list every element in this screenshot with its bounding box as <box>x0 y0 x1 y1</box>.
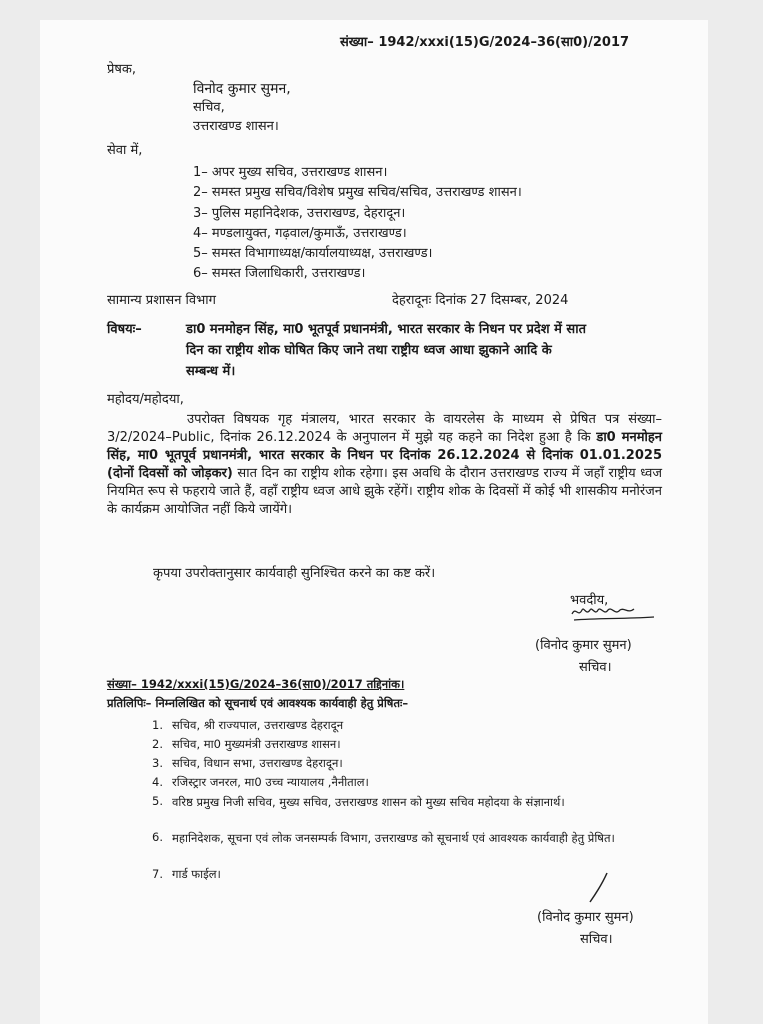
sender-designation: सचिव, <box>193 100 225 115</box>
sender-name: विनोद कुमार सुमन, <box>193 81 291 97</box>
subject-line: दिन का राष्ट्रीय शोक घोषित किए जाने तथा राष्ट्रीय ध्वज आधा झुकाने आदि के <box>186 343 552 358</box>
reference-number: संख्या– 1942/xxxi(15)G/2024–36(सा0)/2017 <box>340 35 630 50</box>
signer-designation: सचिव। <box>579 660 612 675</box>
body-paragraph <box>107 411 662 519</box>
paragraph-text: उपरोक्त विषयक गृह मंत्रालय, भारत सरकार के वायरलेस के माध्यम से प्रेषित पत्र संख्या–3/2/2024–Public, दिनांक 26.12.2024 के अनुपालन में मुझे यह कहने का निदेश हुआ है कि <box>107 412 662 445</box>
recipient-item: 2– समस्त प्रमुख सचिव/विशेष प्रमुख सचिव/सचिव, उत्तराखण्ड शासन। <box>193 185 522 200</box>
signature <box>568 600 658 624</box>
copy-item-text: रजिस्ट्रार जनरल, मा0 उच्च न्यायालय ,नैनीताल। <box>172 775 369 789</box>
recipients-label: सेवा में, <box>107 143 143 158</box>
subject-line: सम्बन्ध में। <box>186 364 236 379</box>
sender-org: उत्तराखण्ड शासन। <box>193 119 279 134</box>
recipient-item: 3– पुलिस महानिदेशक, उत्तराखण्ड, देहरादून। <box>193 206 406 221</box>
copy-item-number: 6. <box>152 830 163 844</box>
initial-signature <box>585 870 615 906</box>
copy-signer-name: (विनोद कुमार सुमन) <box>537 910 634 925</box>
recipient-item: 1– अपर मुख्य सचिव, उत्तराखण्ड शासन। <box>193 165 388 180</box>
copy-item-text: सचिव, मा0 मुख्यमंत्री उत्तराखण्ड शासन। <box>172 737 341 751</box>
paragraph-text: सात दिन का राष्ट्रीय शोक रहेगा। इस अवधि के दौरान उत्तराखण्ड राज्य में जहाँ राष्ट्रीय ध्वज नियमित रूप से फहराये जाते हैं, वहाँ राष्ट्रीय ध्वज आधे झुके रहेंगें। राष्ट्रीय शोक के दिवसों में कोई भी शासकीय मनोरंजन के कार्यक्रम आयोजित नहीं किये जायेंगे। <box>107 466 663 517</box>
recipient-item: 6– समस्त जिलाधिकारी, उत्तराखण्ड। <box>193 266 366 281</box>
subject-line: डा0 मनमोहन सिंह, मा0 भूतपूर्व प्रधानमंत्री, भारत सरकार के निधन पर प्रदेश में सात <box>186 322 586 337</box>
copy-item-number: 7. <box>152 867 163 881</box>
copy-item-text: गार्ड फाईल। <box>172 867 221 881</box>
closing: भवदीय, <box>570 593 609 608</box>
recipient-item: 4– मण्डलायुक्त, गढ़वाल/कुमाऊँ, उत्तराखण्ड। <box>193 226 407 241</box>
subject-label: विषयः– <box>107 322 142 337</box>
copy-item-text: महानिदेशक, सूचना एवं लोक जनसम्पर्क विभाग, उत्तराखण्ड को सूचनार्थ एवं आवश्यक कार्यवाही हेतु प्रेषित। <box>172 831 615 845</box>
copy-reference: संख्या– 1942/xxxi(15)G/2024–36(सा0)/2017 तद्दिनांक। <box>107 677 405 691</box>
department: सामान्य प्रशासन विभाग <box>107 293 216 308</box>
copy-item-number: 2. <box>152 737 163 751</box>
signer-name: (विनोद कुमार सुमन) <box>535 638 632 653</box>
recipient-item: 5– समस्त विभागाध्यक्ष/कार्यालयाध्यक्ष, उत्तराखण्ड। <box>193 246 433 261</box>
sender-label: प्रेषक, <box>107 62 137 77</box>
copy-intro: प्रतिलिपिः– निम्नलिखित को सूचनार्थ एवं आवश्यक कार्यवाही हेतु प्रेषितः– <box>107 696 409 710</box>
copy-item-number: 1. <box>152 718 163 732</box>
place-date: देहरादूनः दिनांक 27 दिसम्बर, 2024 <box>392 293 569 308</box>
request-line: कृपया उपरोक्तानुसार कार्यवाही सुनिश्चित करने का कष्ट करें। <box>153 566 436 581</box>
copy-item-text: वरिष्ठ प्रमुख निजी सचिव, मुख्य सचिव, उत्तराखण्ड शासन को मुख्य सचिव महोदया के संज्ञानार्थ। <box>172 795 565 809</box>
copy-item-text: सचिव, श्री राज्यपाल, उत्तराखण्ड देहरादून <box>172 718 344 732</box>
paragraph-bold-text: डा0 मनमोहन सिंह, मा0 भूतपूर्व प्रधानमंत्री, भारत सरकार के निधन पर दिनांक 26.12.2024 से दिनांक 01.01.2025 (दोनों दिवसों को जोड़कर) <box>107 430 662 481</box>
copy-item-number: 3. <box>152 756 163 770</box>
copy-item-number: 5. <box>152 794 163 808</box>
salutation: महोदय/महोदया, <box>107 392 184 407</box>
copy-signer-designation: सचिव। <box>580 932 613 947</box>
copy-item-text: सचिव, विधान सभा, उत्तराखण्ड देहरादून। <box>172 756 343 770</box>
copy-item-number: 4. <box>152 775 163 789</box>
